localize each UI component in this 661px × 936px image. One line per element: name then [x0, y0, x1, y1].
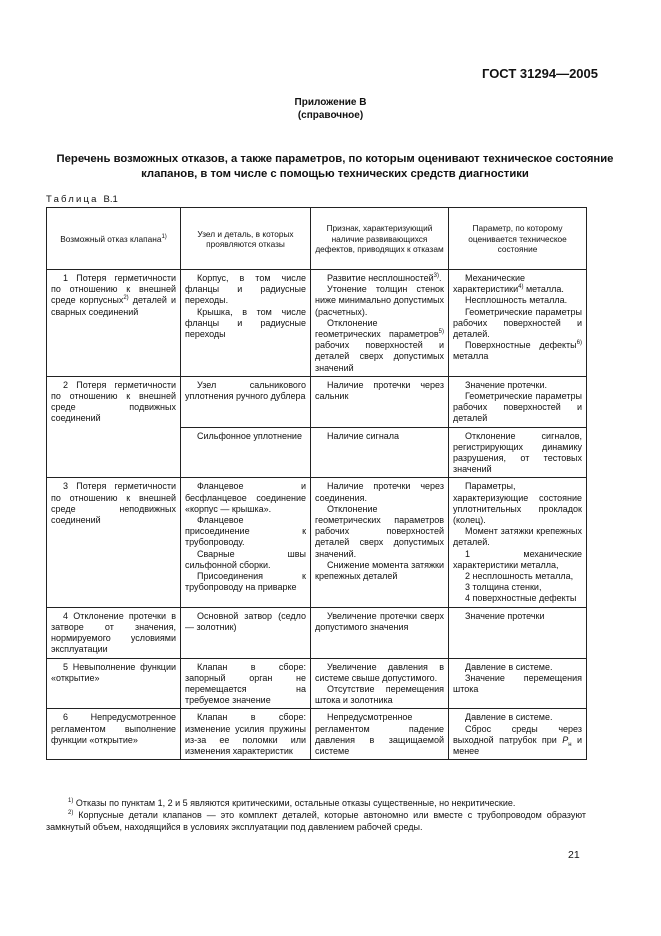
table-cell: 5 Невыполнение функции «открытие» — [47, 658, 181, 709]
header-parameter: Параметр, по которому оценивается техническое состояние — [449, 208, 587, 270]
table-cell: Увеличение протечки сверх допустимого значения — [311, 607, 449, 658]
table-caption-number: В.1 — [103, 194, 118, 205]
document-title: Перечень возможных отказов, а также параметров, по которым оценивают техническое состояние клапанов, в том числе с помощью технических средств диагностики — [56, 153, 614, 180]
table-cell: Развитие несплошностей$^{3)}$. Утонение толщин стенок ниже минимально допустимых (расчетных). Отклонение геометрических параметров$^{5)}$ рабочих поверхностей и деталей сверх допустимых значений — [311, 270, 449, 377]
table-cell: 3 Потеря герметичности по отношению к внешней среде неподвижных соединений — [47, 478, 181, 607]
table-cell: 4 Отклонение протечки в затворе от значения, нормируемого условиями эксплуатации — [47, 607, 181, 658]
appendix-subtitle: (справочное) — [297, 110, 364, 121]
table-cell: Фланцевое и бесфланцевое соединение «корпус — крышка». Фланцевое присоединение к трубопроводу. Сварные швы сильфонной сборки. Присоединения к трубопроводу на приварке — [181, 478, 311, 607]
footnote-2: $^{2)}$ Корпусные детали клапанов — это комплект деталей, которые автономно или вместе с трубопроводом образуют замкнутый объем, находящийся в условиях эксплуатации под давлением рабочей среды. — [46, 810, 586, 832]
table-cell: Увеличение давления в системе свыше допустимого. Отсутствие перемещения штока и золотника — [311, 658, 449, 709]
table-cell: 6 Непредусмотренное регламентом выполнение функции «открытие» — [47, 709, 181, 760]
appendix-heading — [0, 96, 661, 122]
footnote-1: $^{1)}$ Отказы по пунктам 1, 2 и 5 являются критическими, остальные отказы существенные, но некритические. — [68, 798, 516, 808]
table-cell: Механические характеристики$^{4)}$ металла. Несплошность металла. Геометрические параметры рабочих поверхностей и деталей. Поверхностные дефекты$^{6)}$ металла — [449, 270, 587, 377]
page-number: 21 — [568, 849, 580, 861]
table-cell: Параметры, характеризующие состояние уплотнительных прокладок (колец). Момент затяжки крепежных деталей. 1 механические характеристики металла, 2 несплошность металла, 3 толщина стенки, 4 поверхностные дефекты — [449, 478, 587, 607]
table-cell: 2 Потеря герметичности по отношению к внешней среде подвижных соединений — [47, 376, 181, 478]
table-footnotes — [46, 797, 586, 833]
table-caption — [46, 194, 118, 205]
table-cell: Значение протечки — [449, 607, 587, 658]
table-cell: Значение протечки. Геометрические параметры рабочих поверхностей и деталей — [449, 376, 587, 427]
table-cell: Клапан в сборе: изменение усилия пружины из-за ее поломки или изменения характеристик — [181, 709, 311, 760]
table-cell: Наличие протечки через соединения. Отклонение геометрических параметров рабочих поверхностей деталей сверх допустимых значений. Снижение момента затяжки крепежных деталей — [311, 478, 449, 607]
table-cell: Корпус, в том числе фланцы и радиусные переходы. Крышка, в том числе фланцы и радиусные переходы — [181, 270, 311, 377]
table-cell: Непредусмотренное регламентом падение давления в защищаемой системе — [311, 709, 449, 760]
header-symptom: Признак, характеризующий наличие развивающихся дефектов, приводящих к отказам — [311, 208, 449, 270]
table-row — [47, 376, 587, 427]
table-header-row — [47, 208, 587, 270]
table-cell: Сильфонное уплотнение — [181, 427, 311, 478]
table-cell: Наличие сигнала — [311, 427, 449, 478]
table-row — [47, 658, 587, 709]
appendix-title: Приложение В — [294, 97, 367, 108]
table-cell: Наличие протечки через сальник — [311, 376, 449, 427]
table-caption-word: Таблица — [46, 194, 99, 205]
table-cell: Узел сальникового уплотнения ручного дублера — [181, 376, 311, 427]
table-row — [47, 607, 587, 658]
table-cell: Клапан в сборе: запорный орган не перемещается на требуемое значение — [181, 658, 311, 709]
table-cell: 1 Потеря герметичности по отношению к внешней среде корпусных$^{2)}$ деталей и сварных соединений — [47, 270, 181, 377]
table-row — [47, 270, 587, 377]
header-unit: Узел и деталь, в которых проявляются отказы — [181, 208, 311, 270]
failures-table — [46, 207, 587, 760]
table-row — [47, 709, 587, 760]
header-failure: Возможный отказ клапана$^{1)}$ — [47, 208, 181, 270]
table-cell: Основной затвор (седло — золотник) — [181, 607, 311, 658]
table-cell: Давление в системе. Значение перемещения штока — [449, 658, 587, 709]
table-cell: Отклонение сигналов, регистрирующих динамику разрушения, от тестовых значений — [449, 427, 587, 478]
standard-number: ГОСТ 31294—2005 — [482, 66, 598, 81]
table-cell: Давление в системе. Сброс среды через выходной патрубок при $P_н$ и менее — [449, 709, 587, 760]
table-row — [47, 478, 587, 607]
